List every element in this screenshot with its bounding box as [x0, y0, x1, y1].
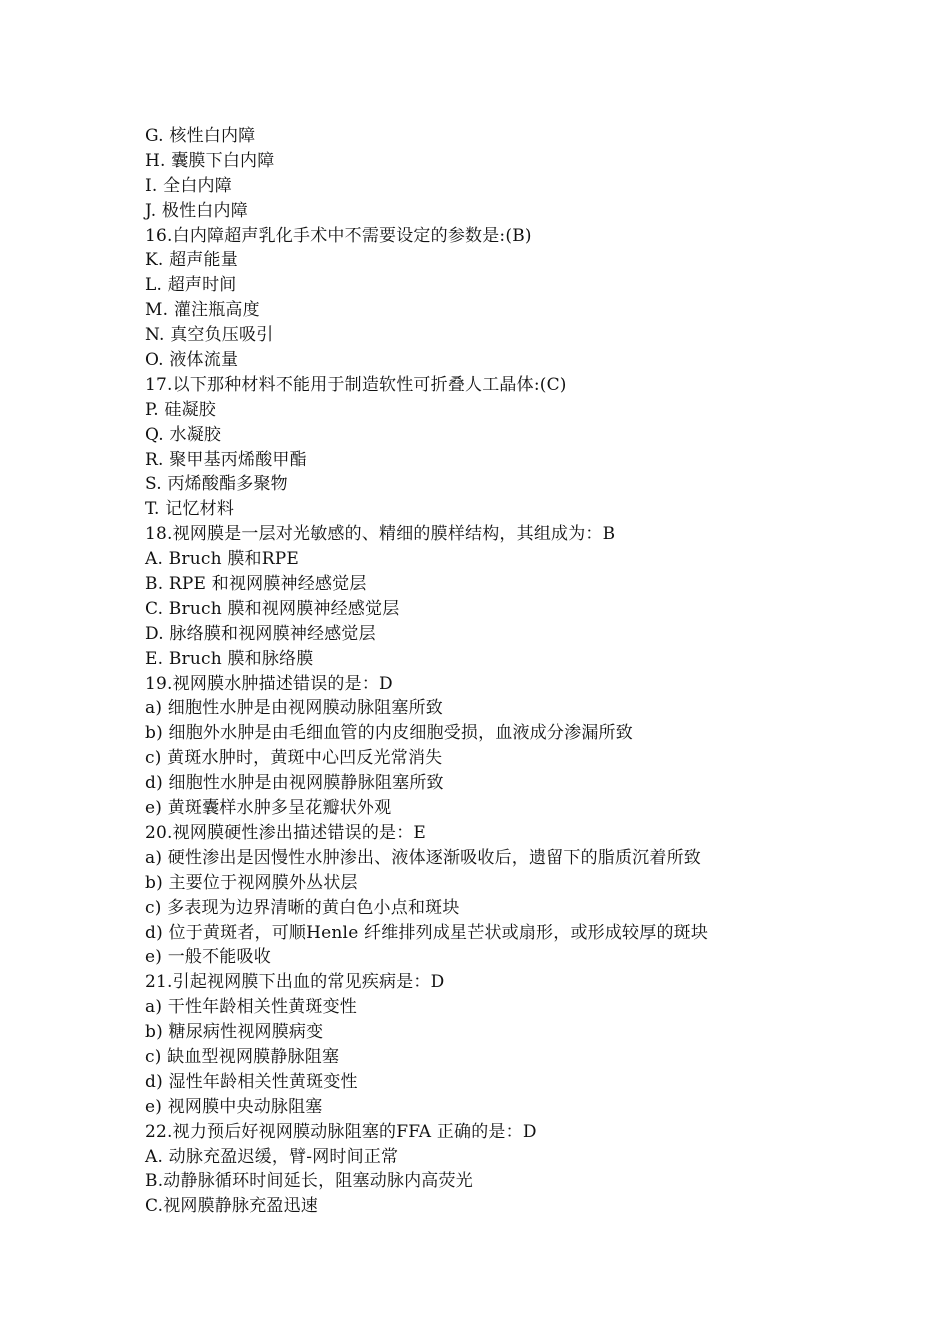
option-line: c) 黄斑水肿时，黄斑中心凹反光常消失 — [145, 748, 443, 769]
question-17: 17.以下那种材料不能用于制造软性可折叠人工晶体:(C) — [145, 374, 567, 395]
option-line: e) 一般不能吸收 — [145, 947, 271, 968]
option-line: d) 湿性年龄相关性黄斑变性 — [145, 1071, 358, 1092]
question-22: 22.视力预后好视网膜动脉阻塞的FFA 正确的是：D — [145, 1121, 537, 1142]
option-line: L. 超声时间 — [145, 275, 237, 296]
option-line: c) 多表现为边界清晰的黄白色小点和斑块 — [145, 897, 460, 918]
option-line: b) 糖尿病性视网膜病变 — [145, 1022, 324, 1043]
question-21: 21.引起视网膜下出血的常见疾病是：D — [145, 972, 445, 993]
option-line: S. 丙烯酸酯多聚物 — [145, 474, 288, 495]
document-body — [145, 124, 905, 1219]
option-line: A. 动脉充盈迟缓，臂-网时间正常 — [145, 1146, 399, 1167]
option-line: P. 硅凝胶 — [145, 399, 217, 420]
option-line: a) 细胞性水肿是由视网膜动脉阻塞所致 — [145, 698, 443, 719]
option-line: R. 聚甲基丙烯酸甲酯 — [145, 449, 307, 470]
option-line: C.视网膜静脉充盈迅速 — [145, 1196, 319, 1217]
option-line: T. 记忆材料 — [145, 499, 235, 520]
question-16: 16.白内障超声乳化手术中不需要设定的参数是:(B) — [145, 225, 532, 246]
option-line: N. 真空负压吸引 — [145, 325, 274, 346]
option-line: B. RPE 和视网膜神经感觉层 — [145, 574, 367, 595]
option-line: G. 核性白内障 — [145, 126, 256, 146]
option-line: a) 硬性渗出是因慢性水肿渗出、液体逐渐吸收后，遗留下的脂质沉着所致 — [145, 847, 701, 868]
option-line: c) 缺血型视网膜静脉阻塞 — [145, 1046, 340, 1067]
option-line: K. 超声能量 — [145, 250, 238, 271]
option-line: J. 极性白内障 — [145, 200, 248, 221]
option-line: D. 脉络膜和视网膜神经感觉层 — [145, 623, 376, 644]
option-line: b) 细胞外水肿是由毛细血管的内皮细胞受损，血液成分渗漏所致 — [145, 723, 633, 744]
option-line: a) 干性年龄相关性黄斑变性 — [145, 997, 357, 1018]
question-20: 20.视网膜硬性渗出描述错误的是：E — [145, 822, 427, 843]
option-line: E. Bruch 膜和脉络膜 — [145, 648, 314, 669]
option-line: M. 灌注瓶高度 — [145, 300, 260, 321]
option-line: C. Bruch 膜和视网膜神经感觉层 — [145, 598, 400, 619]
option-line: B.动静脉循环时间延长，阻塞动脉内高荧光 — [145, 1171, 473, 1192]
option-line: H. 囊膜下白内障 — [145, 150, 275, 171]
question-19: 19.视网膜水肿描述错误的是：D — [145, 673, 393, 694]
option-line: O. 液体流量 — [145, 350, 239, 371]
option-line: A. Bruch 膜和RPE — [145, 549, 299, 570]
option-line: e) 黄斑囊样水肿多呈花瓣状外观 — [145, 798, 392, 819]
option-line: Q. 水凝胶 — [145, 424, 222, 445]
option-line: d) 位于黄斑者，可顺Henle 纤维排列成星芒状或扇形，或形成较厚的斑块 — [145, 922, 709, 943]
option-line: d) 细胞性水肿是由视网膜静脉阻塞所致 — [145, 773, 444, 794]
option-line: e) 视网膜中央动脉阻塞 — [145, 1096, 323, 1117]
option-line: I. 全白内障 — [145, 175, 232, 196]
option-line: b) 主要位于视网膜外丛状层 — [145, 872, 358, 893]
question-18: 18.视网膜是一层对光敏感的、精细的膜样结构，其组成为：B — [145, 524, 616, 545]
